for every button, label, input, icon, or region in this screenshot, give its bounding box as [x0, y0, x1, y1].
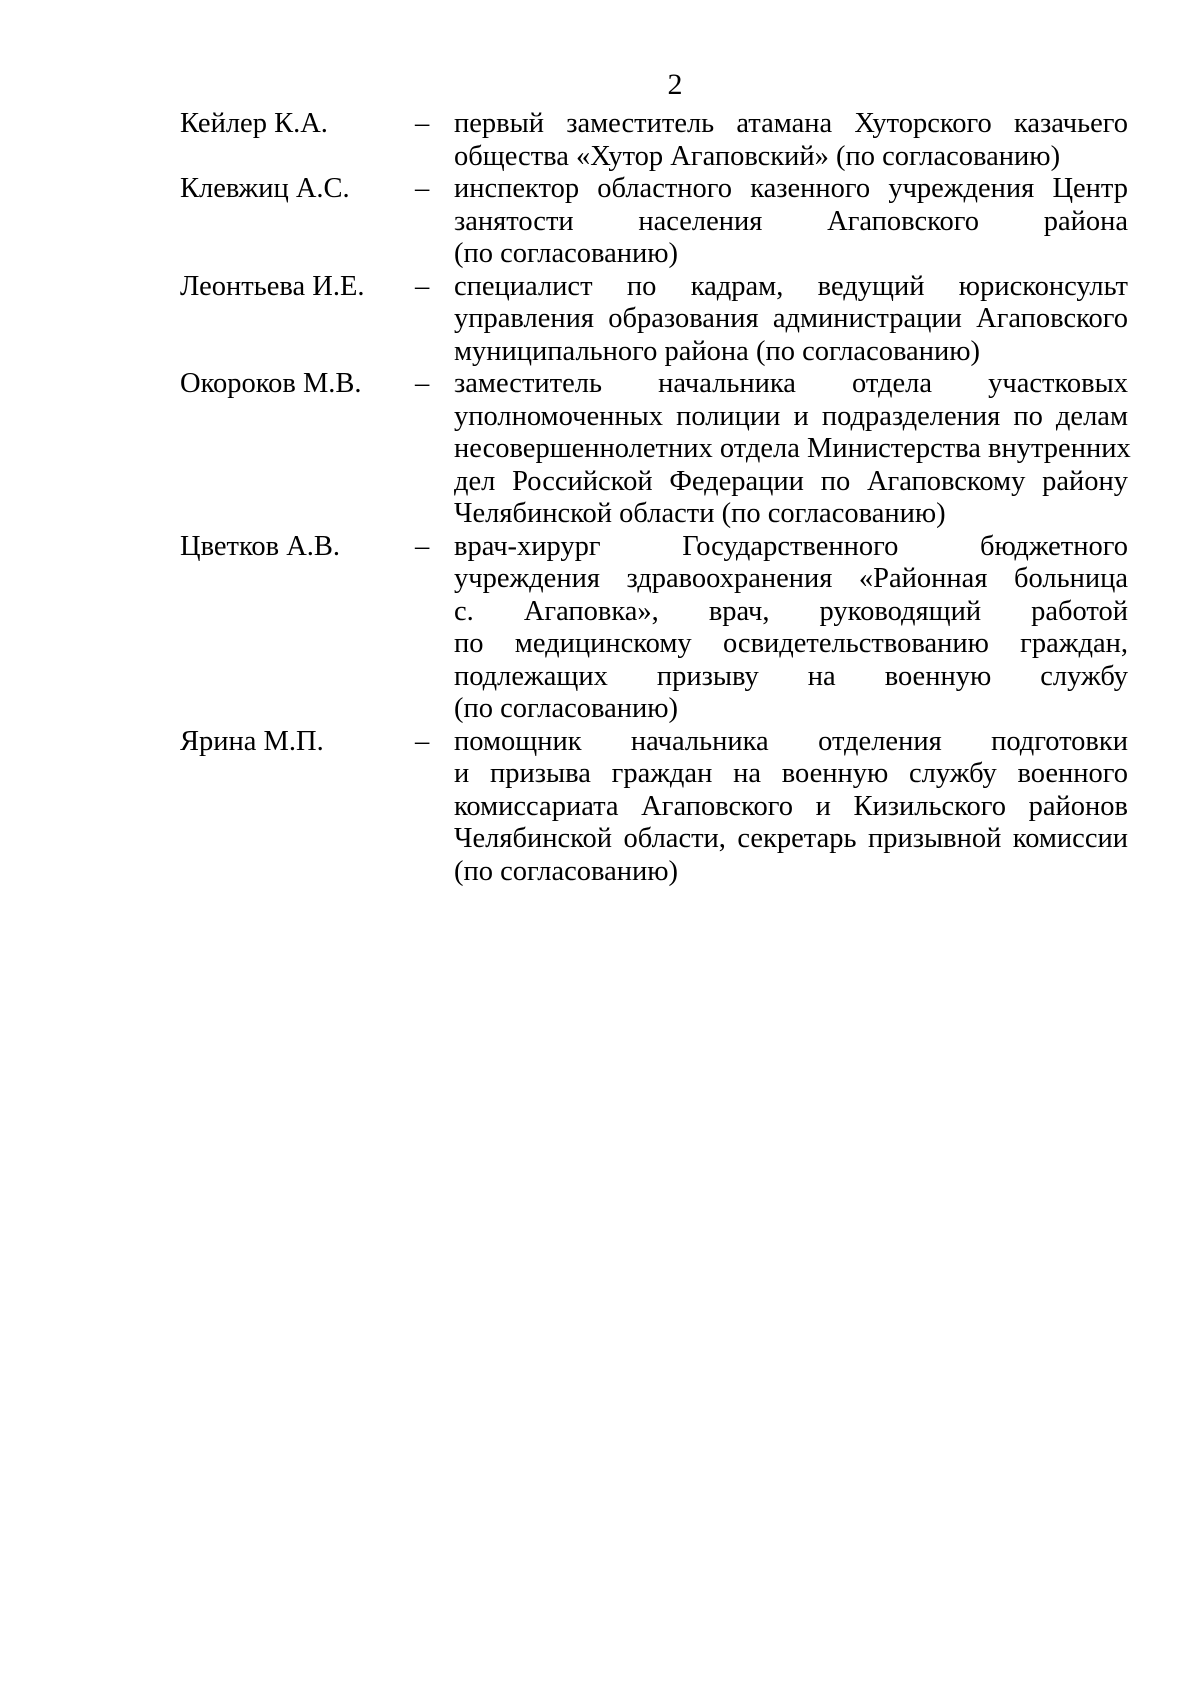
member-name: Клевжиц А.С.	[180, 173, 350, 204]
description-line: муниципального района (по согласованию)	[454, 335, 980, 367]
description-line: заместитель начальника отдела участковых	[454, 368, 1128, 399]
description-line: (по согласованию)	[454, 855, 679, 887]
description-line: инспектор областного казенного учреждения Центр	[454, 173, 1128, 204]
description-line: первый заместитель атамана Хуторского казачьего	[454, 108, 1128, 139]
description-line: подлежащих призыву на военную службу	[454, 660, 1128, 692]
member-dash: –	[415, 725, 430, 757]
description-line: несовершеннолетних отдела Министерства внутренних	[454, 433, 1131, 464]
member-entry	[0, 271, 1200, 369]
description-line: управления образования администрации Агаповского	[454, 303, 1128, 334]
description-line: врач-хирург Государственного бюджетного	[454, 530, 1128, 562]
member-description	[454, 726, 1128, 889]
description-line: Челябинской области (по согласованию)	[454, 498, 946, 529]
member-description	[454, 271, 1128, 369]
description-line: специалист по кадрам, ведущий юрисконсульт	[454, 270, 1128, 302]
description-line: с. Агаповка», врач, руководящий работой	[454, 595, 1128, 627]
description-line: дел Российской Федерации по Агаповскому району	[454, 465, 1128, 497]
description-line: уполномоченных полиции и подразделения по делам	[454, 400, 1128, 432]
description-line: общества «Хутор Агаповский» (по согласованию)	[454, 140, 1061, 172]
description-line: занятости населения Агаповского района	[454, 205, 1128, 237]
member-description	[454, 108, 1128, 173]
description-line: Челябинской области, секретарь призывной комиссии	[454, 823, 1128, 854]
member-dash: –	[415, 173, 430, 204]
member-dash: –	[415, 530, 430, 562]
member-entry	[0, 173, 1200, 271]
member-entry	[0, 108, 1200, 173]
page-number: 2	[667, 68, 683, 101]
member-dash: –	[415, 368, 430, 399]
member-description	[454, 368, 1131, 531]
member-description	[454, 173, 1128, 271]
member-name: Ярина М.П.	[180, 725, 324, 757]
member-entry	[0, 531, 1200, 726]
description-line: и призыва граждан на военную службу военного	[454, 758, 1128, 789]
member-name: Кейлер К.А.	[180, 108, 328, 139]
member-entry	[0, 368, 1200, 531]
member-name: Окороков М.В.	[180, 368, 362, 399]
member-dash: –	[415, 270, 430, 302]
member-name: Леонтьева И.Е.	[180, 270, 365, 302]
description-line: по медицинскому освидетельствованию граждан,	[454, 628, 1128, 659]
member-description	[454, 531, 1128, 726]
description-line: учреждения здравоохранения «Районная больница	[454, 563, 1128, 594]
member-entry	[0, 726, 1200, 889]
description-line: помощник начальника отделения подготовки	[454, 725, 1128, 757]
description-line: (по согласованию)	[454, 238, 679, 269]
member-dash: –	[415, 108, 430, 139]
member-list	[0, 108, 1200, 888]
member-name: Цветков А.В.	[180, 530, 341, 562]
description-line: комиссариата Агаповского и Кизильского районов	[454, 790, 1128, 822]
description-line: (по согласованию)	[454, 693, 679, 724]
